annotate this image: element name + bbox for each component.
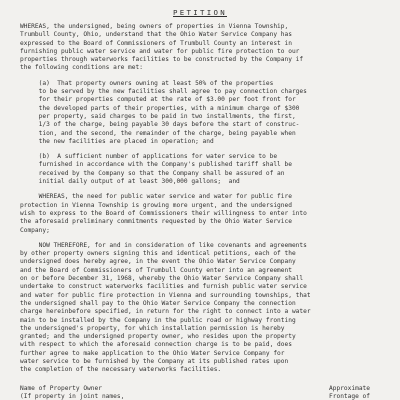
owner-name-header — [20, 385, 124, 400]
text-line: the undersigned shall pay to the Ohio Water Service Company the connection — [20, 299, 296, 307]
joint-names-note: (If property in joint names, — [20, 392, 125, 400]
text-line: NOW THEREFORE, for and in consideration of like covenants and agreements — [20, 241, 307, 249]
text-line: with respect to which the aforesaid connection charge is to be paid, does — [20, 341, 292, 349]
text-line: and the Board of Commissioners of Trumbull County enter into an agreement — [20, 266, 292, 274]
text-line: the new facilities are placed in operation; and — [20, 137, 214, 145]
whereas-paragraph-1 — [20, 23, 380, 73]
text-line: by other property owners signing this and identical petitions, each of the — [20, 250, 296, 258]
text-line: received by the Company so that the Company shall be assured of an — [20, 169, 285, 177]
text-line: further agree to make application to the Ohio Water Service Company for — [20, 349, 285, 357]
text-line: the completion of the necessary waterworks facilities. — [20, 366, 222, 374]
text-line: and water for public fire protection in Vienna and surrounding townships, that — [20, 291, 311, 299]
text-line: protection in Vienna Township is growing more urgent, and the undersigned — [20, 201, 292, 209]
approximate-label: Approximate — [329, 384, 370, 392]
text-line: (b) A sufficient number of applications for water service to be — [20, 153, 278, 161]
now-therefore-paragraph — [20, 242, 380, 375]
text-line: the undersigned's property, for which installation permission is hereby — [20, 324, 285, 332]
text-line: the following conditions are met: — [20, 64, 143, 72]
text-line: furnishing public water service and water for public fire protection to our — [20, 47, 300, 55]
page-title: PETITION — [173, 8, 227, 17]
text-line: undertake to construct waterworks facilities and furnish public water service — [20, 283, 307, 291]
text-line: tion, and the second, the remainder of the charge, being payable when — [20, 129, 296, 137]
text-line: properties through waterworks facilities to be constructed by the Company if — [20, 56, 304, 64]
text-line: for their properties computed at the rate of $3.00 per foot front for — [20, 96, 296, 104]
owner-name-label: Name of Property Owner — [20, 384, 102, 392]
text-line: wish to express to the Board of Commissioners their willingness to enter into — [20, 209, 307, 217]
text-line: charge hereinbefore specified, in return for the right to connect into a water — [20, 308, 311, 316]
text-line: initial daily output of at least 300,000 gallons; and — [20, 178, 240, 186]
text-line: granted; and the undersigned property owner, who resides upon the property — [20, 333, 296, 341]
condition-a-paragraph — [20, 80, 380, 146]
text-line: main to be installed by the Company in the public road or highway fronting — [20, 316, 296, 324]
text-line: (a) That property owners owning at least 50% of the properties — [20, 79, 274, 87]
text-line: per property, said charges to be paid in two installments, the first, — [20, 112, 296, 120]
text-line: WHEREAS, the need for public water service and water for public fire — [20, 193, 292, 201]
signature-header — [20, 385, 380, 400]
text-line: expressed to the Board of Commissioners of Trumbull County an interest in — [20, 39, 292, 47]
whereas-paragraph-2 — [20, 193, 380, 234]
text-line: undersigned does hereby agree, in the event the Ohio Water Service Company — [20, 258, 296, 266]
text-line: the developed parts of their properties, with a minimum charge of $300 — [20, 104, 300, 112]
condition-b-paragraph — [20, 153, 380, 186]
text-line: on or before December 31, 1968, whereby the Ohio Water Service Company shall — [20, 275, 304, 283]
text-line: 1/3 of the charge, being payable 30 days before the start of construc- — [20, 121, 300, 129]
text-line: water service to be furnished by the Company at its published rates upon — [20, 357, 289, 365]
text-line: the aforesaid preliminary commitments requested by the Ohio Water Service — [20, 218, 292, 226]
text-line: Company; — [20, 226, 50, 234]
text-line: WHEREAS, the undersigned, being owners of properties in Vienna Township, — [20, 23, 289, 30]
text-line: Trumbull County, Ohio, understand that the Ohio Water Service Company has — [20, 31, 292, 39]
frontage-label: Frontage of — [329, 392, 370, 400]
text-line: to be served by the new facilities shall agree to pay connection charges — [20, 88, 307, 96]
frontage-header — [329, 385, 370, 400]
text-line: furnished in accordance with the Company's published tariff shall be — [20, 161, 292, 169]
